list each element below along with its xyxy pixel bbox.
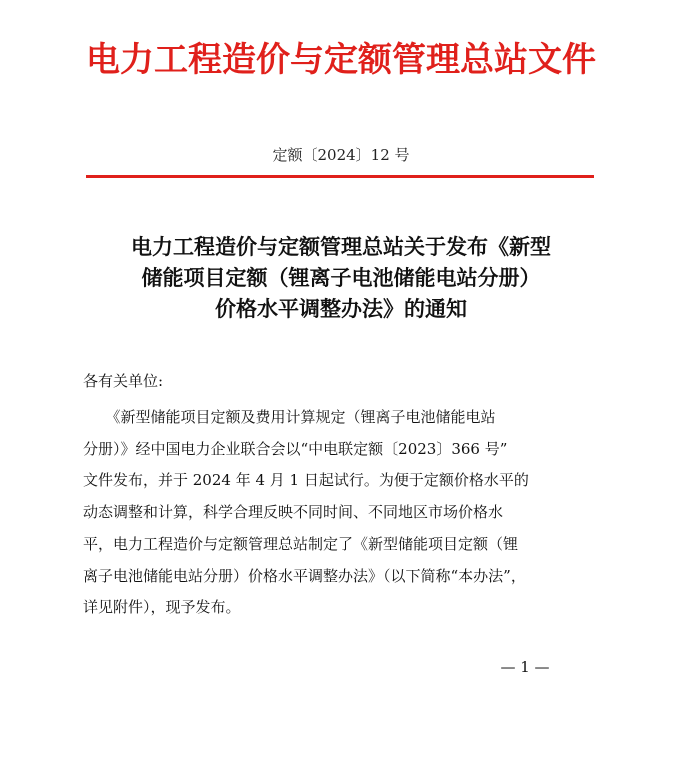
body-paragraph bbox=[83, 402, 603, 624]
red-divider-line bbox=[86, 175, 594, 178]
notice-title-line: 储能项目定额（锂离子电池储能电站分册） bbox=[141, 266, 541, 290]
body-line: 详见附件），现予发布。 bbox=[83, 598, 241, 617]
salutation: 各有关单位: bbox=[83, 372, 164, 390]
body-line: 平，电力工程造价与定额管理总站制定了《新型储能项目定额（锂 bbox=[83, 534, 519, 553]
notice-title bbox=[80, 232, 602, 325]
body-line: 动态调整和计算，科学合理反映不同时间、不同地区市场价格水 bbox=[83, 503, 504, 522]
document-number: 定额〔2024〕12 号 bbox=[272, 146, 410, 164]
body-line: 文件发布，并于 2024 年 4 月 1 日起试行。为便于定额价格水平的 bbox=[83, 471, 529, 490]
body-line: 分册）》经中国电力企业联合会以“中电联定额〔2023〕366 号” bbox=[83, 439, 508, 458]
body-line: 《新型储能项目定额及费用计算规定（锂离子电池储能电站 bbox=[83, 408, 496, 426]
notice-title-line: 价格水平调整办法》的通知 bbox=[215, 297, 467, 321]
issuer-header: 电力工程造价与定额管理总站文件 bbox=[86, 40, 596, 80]
notice-title-line: 电力工程造价与定额管理总站关于发布《新型 bbox=[131, 235, 551, 259]
body-line: 离子电池储能电站分册）价格水平调整办法》（以下简称“本办法”， bbox=[83, 566, 526, 585]
page-number: — 1 — bbox=[500, 658, 550, 676]
